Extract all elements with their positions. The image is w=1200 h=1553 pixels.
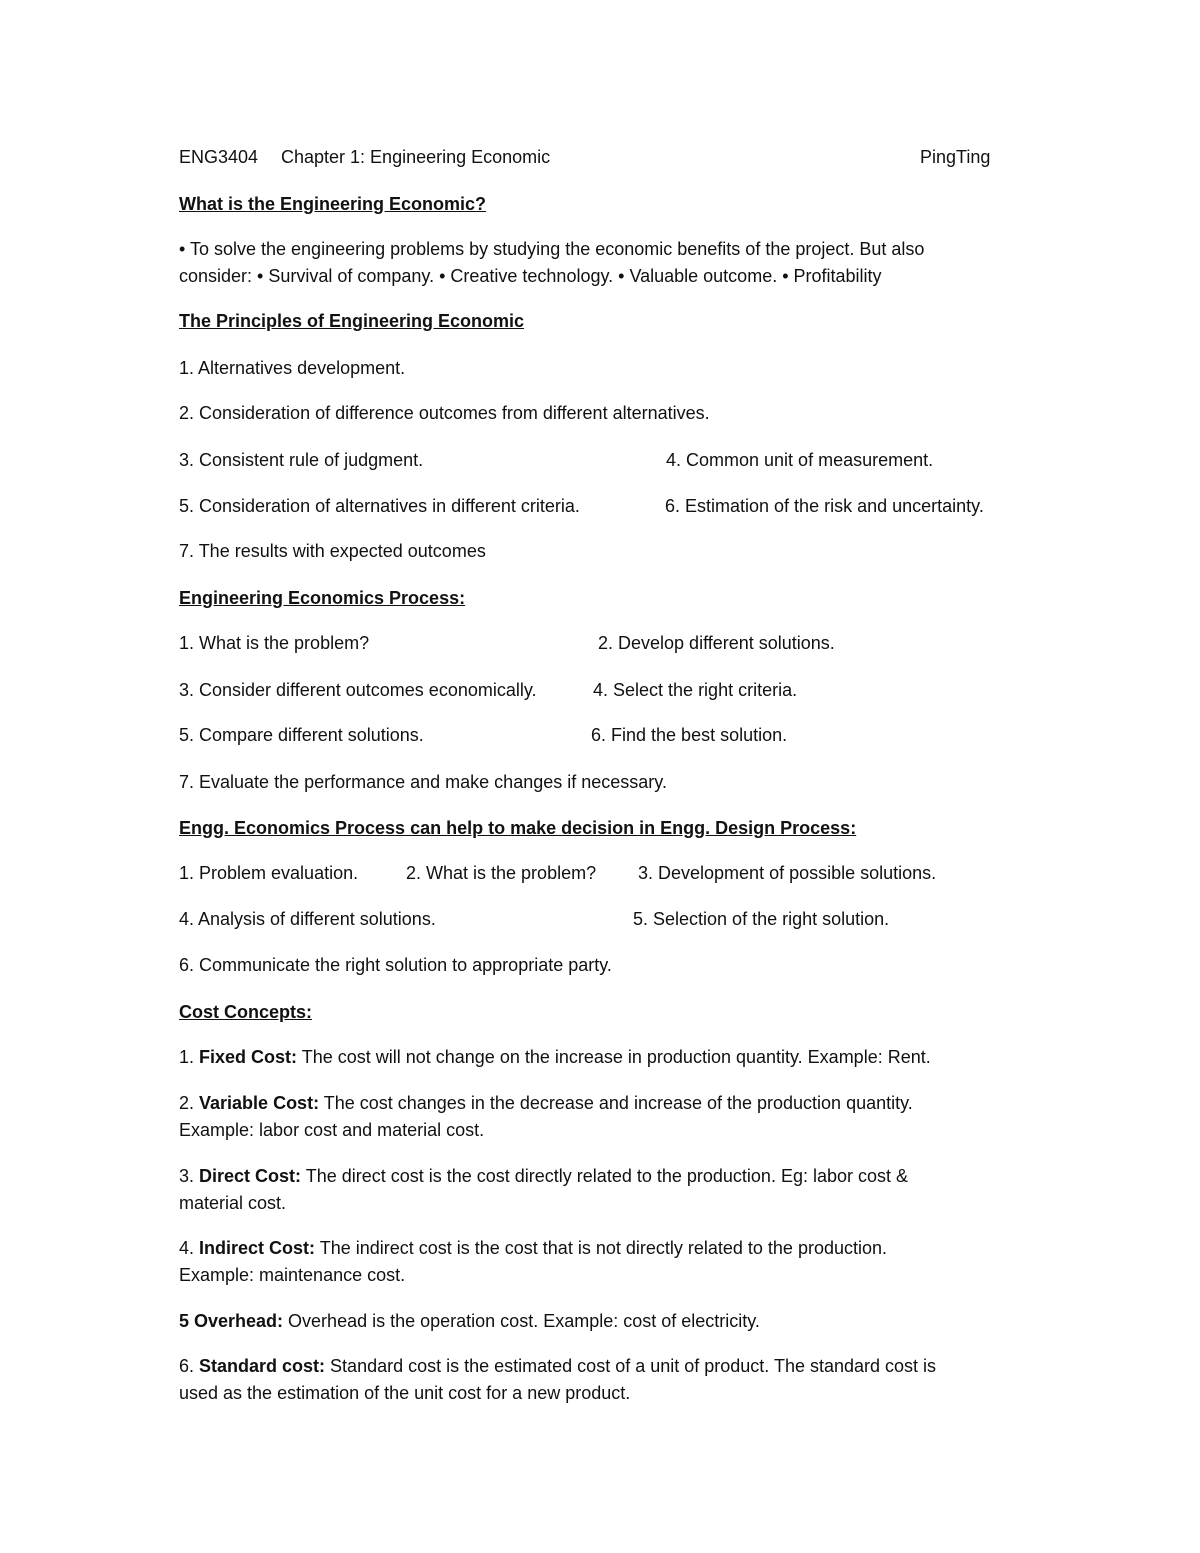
process-item: 5. Compare different solutions.	[179, 725, 424, 745]
cost-item-direct	[179, 1165, 908, 1187]
cost-item-variable	[179, 1092, 913, 1114]
design-item: 4. Analysis of different solutions.	[179, 909, 436, 929]
definition-line-2: consider: • Survival of company. • Creative technology. • Valuable outcome. • Profitability	[179, 266, 882, 286]
cost-term: Direct Cost:	[199, 1166, 302, 1186]
design-item: 6. Communicate the right solution to appropriate party.	[179, 955, 612, 975]
cost-description-continued: Example: maintenance cost.	[179, 1265, 406, 1285]
process-item: 3. Consider different outcomes economically.	[179, 680, 537, 700]
cost-item-number: 6.	[179, 1356, 200, 1376]
process-item: 6. Find the best solution.	[591, 725, 788, 745]
design-item: 3. Development of possible solutions.	[638, 863, 937, 883]
cost-description-continued: material cost.	[179, 1193, 287, 1213]
author-name: PingTing	[920, 147, 991, 167]
principle-item: 2. Consideration of difference outcomes from different alternatives.	[179, 403, 710, 423]
process-item: 1. What is the problem?	[179, 633, 370, 653]
section-heading-cost-concepts: Cost Concepts:	[179, 1002, 313, 1022]
cost-item-fixed	[179, 1046, 931, 1068]
cost-description: The cost changes in the decrease and increase of the production quantity.	[319, 1093, 913, 1113]
cost-description-continued: used as the estimation of the unit cost for a new product.	[179, 1383, 631, 1403]
design-item: 1. Problem evaluation.	[179, 863, 359, 883]
cost-item-number: 3.	[179, 1166, 200, 1186]
chapter-title: Chapter 1: Engineering Economic	[281, 147, 551, 167]
cost-description: The direct cost is the cost directly related to the production. Eg: labor cost &	[301, 1166, 909, 1186]
cost-description: The cost will not change on the increase in production quantity. Example: Rent.	[297, 1047, 931, 1067]
process-item: 2. Develop different solutions.	[598, 633, 835, 653]
cost-item-number: 4.	[179, 1238, 200, 1258]
cost-description: Standard cost is the estimated cost of a unit of product. The standard cost is	[325, 1356, 937, 1376]
cost-description-continued: Example: labor cost and material cost.	[179, 1120, 485, 1140]
process-item: 4. Select the right criteria.	[593, 680, 798, 700]
section-heading-principles: The Principles of Engineering Economic	[179, 311, 525, 331]
cost-term: Variable Cost:	[199, 1093, 320, 1113]
principle-item: 3. Consistent rule of judgment.	[179, 450, 424, 470]
section-heading-design-process: Engg. Economics Process can help to make decision in Engg. Design Process:	[179, 818, 857, 838]
cost-description: Overhead is the operation cost. Example: cost of electricity.	[283, 1311, 760, 1331]
cost-description: The indirect cost is the cost that is not directly related to the production.	[315, 1238, 887, 1258]
principle-item: 4. Common unit of measurement.	[666, 450, 934, 470]
process-item: 7. Evaluate the performance and make changes if necessary.	[179, 772, 667, 792]
cost-item-indirect	[179, 1237, 887, 1259]
cost-term: Indirect Cost:	[199, 1238, 316, 1258]
cost-term: Standard cost:	[199, 1356, 326, 1376]
cost-item-number: 1.	[179, 1047, 200, 1067]
principle-item: 5. Consideration of alternatives in different criteria.	[179, 496, 580, 516]
cost-term: 5 Overhead:	[179, 1311, 284, 1331]
design-item: 5. Selection of the right solution.	[633, 909, 890, 929]
section-heading-what-is: What is the Engineering Economic?	[179, 194, 487, 214]
cost-item-overhead	[179, 1310, 760, 1332]
section-heading-process: Engineering Economics Process:	[179, 588, 466, 608]
cost-item-number: 2.	[179, 1093, 200, 1113]
cost-item-standard	[179, 1355, 936, 1377]
course-code: ENG3404	[179, 147, 259, 167]
principle-item: 6. Estimation of the risk and uncertainty.	[665, 496, 984, 516]
design-item: 2. What is the problem?	[406, 863, 597, 883]
cost-term: Fixed Cost:	[199, 1047, 298, 1067]
principle-item: 1. Alternatives development.	[179, 358, 406, 378]
principle-item: 7. The results with expected outcomes	[179, 541, 486, 561]
definition-line-1: • To solve the engineering problems by studying the economic benefits of the project. But also	[179, 239, 925, 259]
